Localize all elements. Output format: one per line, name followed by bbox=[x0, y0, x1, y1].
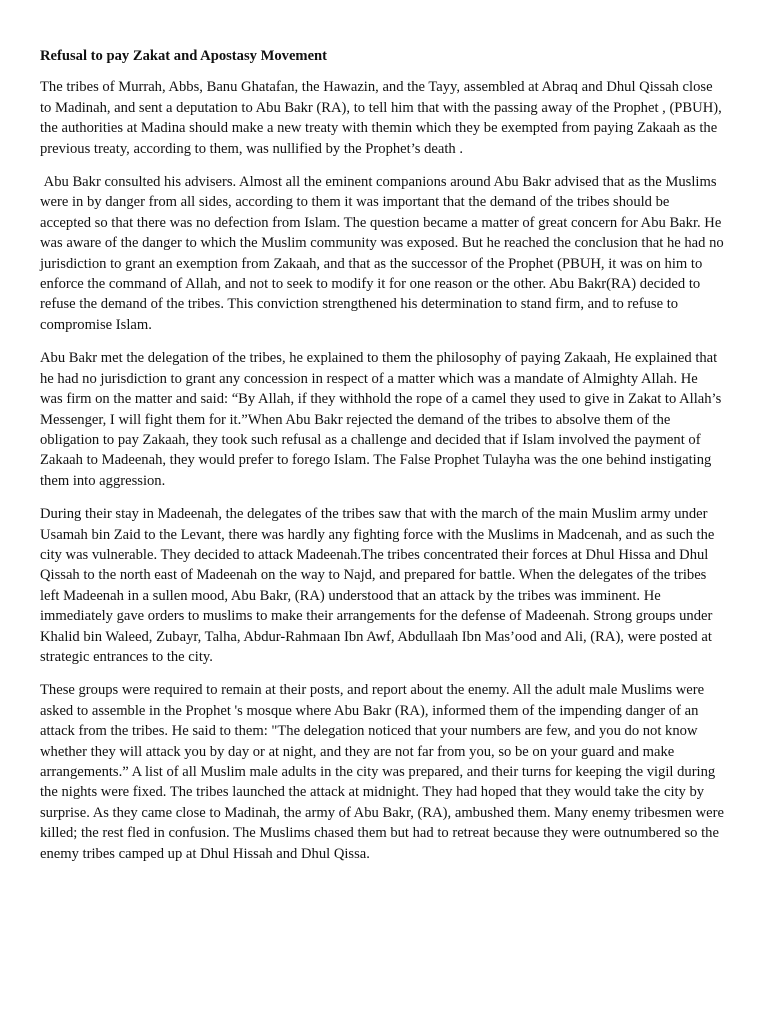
paragraph-4: During their stay in Madeenah, the delegates of the tribes saw that with the march of the main Muslim army under Usamah bin Zaid to the Levant, there was hardly any fighting force with the Muslims in Madcenah, and as such the city was vulnerable. They decided to attack Madeenah.The tribes concentrated their forces at Dhul Hissa and Dhul Qissah to the north east of Madeenah on the way to Najd, and prepared for battle. When the delegates of the tribes left Madeenah in a sullen mood, Abu Bakr, (RA) understood that an attack by the tribes was imminent. He immediately gave orders to muslims to make their arrangements for the defense of Madeenah. Strong groups under Khalid bin Waleed, Zubayr, Talha, Abdur-Rahmaan Ibn Awf, Abdullaah Ibn Mas’ood and Ali, (RA), were posted at strategic entrances to the city. bbox=[40, 506, 719, 665]
paragraph-1: The tribes of Murrah, Abbs, Banu Ghatafan, the Hawazin, and the Tayy, assembled at Abraq and Dhul Qissah close to Madinah, and sent a deputation to Abu Bakr (RA), to tell him that with the passing away of the Prophet , (PBUH), the authorities at Madina should make a new treaty with themin which they be exempted from paying Zakaah as the previous treaty, according to them, was nullified by the Prophet’s death . bbox=[40, 79, 726, 157]
paragraph-3: Abu Bakr met the delegation of the tribes, he explained to them the philosophy of paying Zakaah, He explained that he had no jurisdiction to grant any concession in respect of a matter which was a mandate of Almighty Allah. He was firm on the matter and said: “By Allah, if they withhold the rope of a camel they used to give in Zakat to Allah’s Messenger, I will fight them for it.”When Abu Bakr rejected the demand of the tribes to absolve them of the obligation to pay Zakaah, they took such refusal as a challenge and decided that if Islam involved the payment of Zakaah to Madeenah, they would prefer to forego Islam. The False Prophet Tulayha was the one behind instigating them into aggression. bbox=[40, 350, 725, 489]
paragraph-2: Abu Bakr consulted his advisers. Almost all the eminent companions around Abu Bakr advised that as the Muslims were in by danger from all sides, according to them it was important that the demand of the tribes should be accepted so that there was no defection from Islam. The question became a matter of great concern for Abu Bakr. He was aware of the danger to which the Muslim community was exposed. But he reached the conclusion that he had no jurisdiction to grant an exemption from Zakaah, and that as the successor of the Prophet (PBUH, it was on him to enforce the command of Allah, and not to seek to modify it for one reason or the other. Abu Bakr(RA) decided to refuse the demand of the tribes. This conviction strengthened his determination to stand firm, and to refuse to compromise Islam. bbox=[40, 174, 728, 333]
document-title: Refusal to pay Zakat and Apostasy Movement bbox=[40, 48, 328, 64]
paragraph-5: These groups were required to remain at their posts, and report about the enemy. All the adult male Muslims were asked to assemble in the Prophet 's mosque where Abu Bakr (RA), informed them of the impending danger of an attack from the tribes. He said to them: "The delegation noticed that your numbers are few, and you do not know whether they will attack you by day or at night, and they are not far from you, so be on your guard and make arrangements.” A list of all Muslim male adults in the city was prepared, and their turns for keeping the vigil during the nights were fixed. The tribes launched the attack at midnight. They had hoped that they would take the city by surprise. As they came close to Madinah, the army of Abu Bakr, (RA), ambushed them. Many enemy tribesmen were killed; the rest fled in confusion. The Muslims chased them but had to retreat because they were outnumbered so the enemy tribes camped up at Dhul Hissah and Dhul Qissa. bbox=[40, 682, 728, 862]
